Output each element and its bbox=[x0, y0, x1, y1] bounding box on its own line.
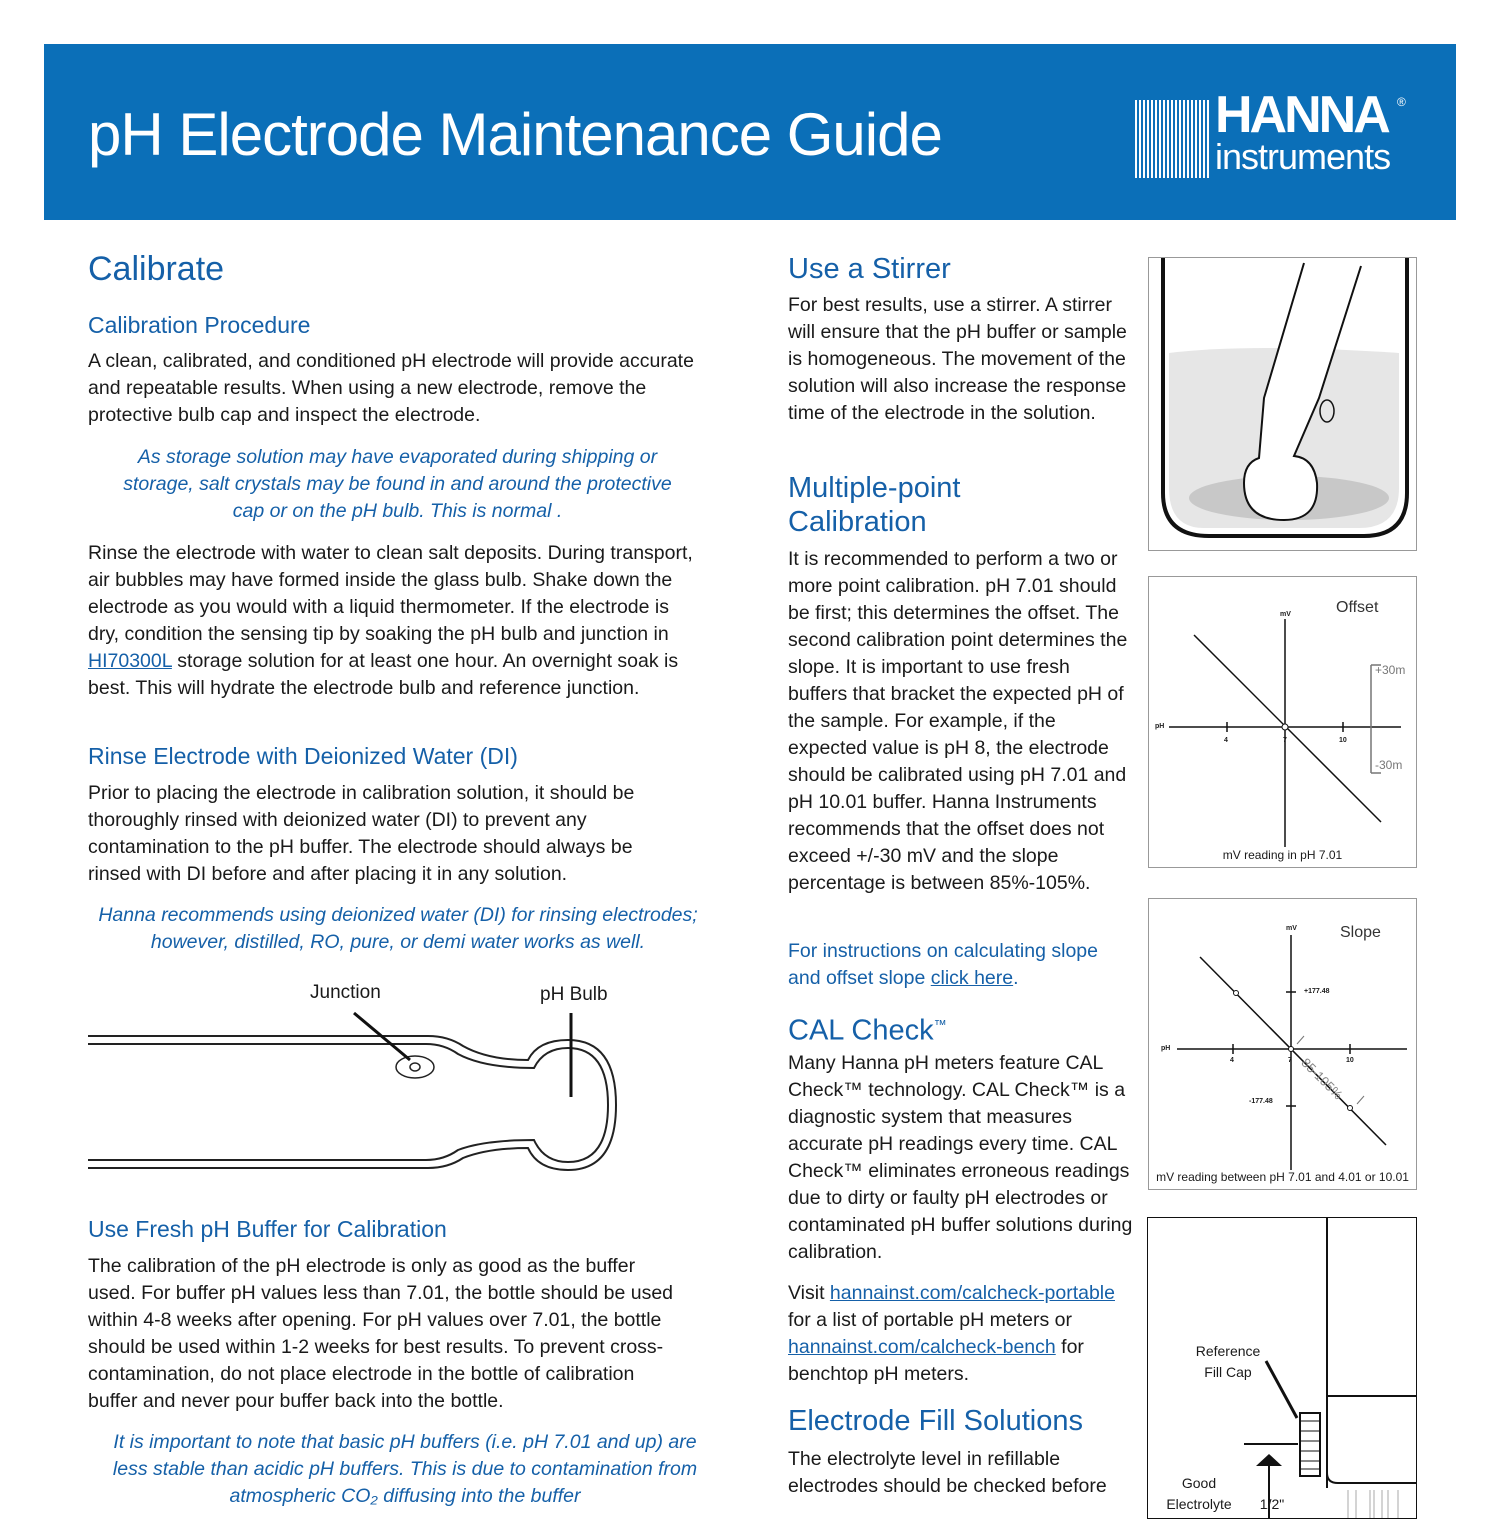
offset-tick-7: 7 bbox=[1283, 737, 1287, 744]
slope-minus: -177.48 bbox=[1249, 1098, 1273, 1105]
offset-chart bbox=[1148, 576, 1417, 868]
instructions-label: For instructions on calculating slope and offset slope bbox=[788, 940, 1098, 989]
slope-range: 85-105% bbox=[1298, 1055, 1346, 1103]
heading-use-stirrer: Use a Stirrer bbox=[788, 253, 951, 285]
heading-calibration-procedure: Calibration Procedure bbox=[88, 312, 311, 338]
heading-fresh-buffer: Use Fresh pH Buffer for Calibration bbox=[88, 1216, 447, 1242]
hanna-logo bbox=[1135, 86, 1415, 182]
slope-caption: mV reading between pH 7.01 and 4.01 or 10.01 bbox=[1149, 1170, 1416, 1184]
logo-reg: ® bbox=[1397, 95, 1406, 109]
offset-tick-4: 4 bbox=[1224, 737, 1228, 744]
di-note: Hanna recommends using deionized water (DI) for rinsing electrodes; however, distilled, RO, pure, or demi water works as well. bbox=[98, 904, 698, 953]
offset-caption: mV reading in pH 7.01 bbox=[1149, 848, 1416, 862]
cal-check-title: CAL Check bbox=[788, 1014, 934, 1047]
offset-x-axis: pH bbox=[1155, 723, 1165, 730]
rinse-text bbox=[88, 540, 703, 702]
visit-end: for benchtop pH meters. bbox=[788, 1336, 1084, 1385]
hi70300l-link[interactable]: HI70300L bbox=[88, 650, 172, 672]
rinse-text-2: storage solution for at least one hour. An overnight soak is best. This will hydrate the electrode bulb and reference junction. bbox=[88, 650, 679, 699]
multi-point-text: It is recommended to perform a two or more point calibration. pH 7.01 should be first; this determines the offset. The second calibration point determines the slope. It is important to use fresh buffers that bracket the expected pH of the sample. For example, if the expected value is pH 8, the electrode should be calibrated using pH 7.01 and pH 10.01 buffer. Hanna Instruments recommends that the offset does not exceed +/-30 mV and the slope percentage is between 85%-105%. bbox=[788, 548, 1128, 894]
cal-check-text: Many Hanna pH meters feature CAL Check™ technology. CAL Check™ is a diagnostic system that measures accurate pH readings every time. CAL Check™ eliminates erroneous readings due to dirty or faulty pH electrodes or contaminated pH buffer solutions during calibration. bbox=[788, 1052, 1133, 1263]
electrode-drawing bbox=[88, 980, 648, 1180]
slope-tick-7: 7 bbox=[1288, 1057, 1292, 1064]
section-calibrate: Calibrate bbox=[88, 250, 225, 288]
visit-text bbox=[788, 1280, 1140, 1388]
buffer-text: The calibration of the pH electrode is only as good as the buffer used. For buffer pH values less than 7.01, the bottle should be used within 4-8 weeks after opening. For pH values over 7.01, the bottle should be used within 1-2 weeks for best results. To prevent cross-contamination, do not place electrode in the bottle of calibration buffer and never pour buffer back into the bottle. bbox=[88, 1255, 674, 1412]
half-inch-label: 1/2" bbox=[1259, 1496, 1285, 1512]
visit-mid: for a list of portable pH meters or bbox=[788, 1309, 1072, 1331]
logo-bars-icon bbox=[1135, 100, 1211, 178]
electrolyte-label: Electrolyte bbox=[1166, 1496, 1232, 1512]
reference-label: Reference bbox=[1195, 1343, 1261, 1359]
calcheck-portable-link[interactable]: hannainst.com/calcheck-portable bbox=[829, 1282, 1115, 1304]
slope-y-axis: mV bbox=[1286, 925, 1297, 932]
slope-tick-4: 4 bbox=[1230, 1057, 1234, 1064]
stirrer-figure bbox=[1148, 257, 1417, 551]
heading-fill-solutions: Electrode Fill Solutions bbox=[788, 1405, 1083, 1437]
slope-tick-10: 10 bbox=[1346, 1057, 1354, 1064]
di-text: Prior to placing the electrode in calibration solution, it should be thoroughly rinsed with deionized water (DI) to prevent any contamination to the pH buffer. The electrode should always be rinsed with DI before and after placing it in any solution. bbox=[88, 782, 635, 885]
slope-plus: +177.48 bbox=[1304, 988, 1330, 995]
offset-tick-10: 10 bbox=[1339, 737, 1347, 744]
instructions-text bbox=[788, 938, 1128, 992]
offset-plus: +30m bbox=[1375, 663, 1406, 677]
logo-text-bottom: instruments bbox=[1215, 136, 1391, 177]
heading-cal-check bbox=[788, 1008, 947, 1048]
heading-rinse-di: Rinse Electrode with Deionized Water (DI) bbox=[88, 743, 518, 769]
procedure-text: A clean, calibrated, and conditioned pH electrode will provide accurate and repeatable results. When using a new electrode, remove the protective bulb cap and inspect the electrode. bbox=[88, 350, 694, 426]
offset-y-axis: mV bbox=[1280, 611, 1291, 618]
rinse-text-1: Rinse the electrode with water to clean salt deposits. During transport, air bubbles may have formed inside the glass bulb. Shake down the electrode as you would with a liquid thermometer. If the electrode is dry, condition the sensing tip by soaking the pH bulb and junction in bbox=[88, 542, 693, 645]
page-title: pH Electrode Maintenance Guide bbox=[88, 101, 942, 168]
fill-text: The electrolyte level in refillable electrodes should be checked before bbox=[788, 1448, 1107, 1497]
stirrer-text: For best results, use a stirrer. A stirrer will ensure that the pH buffer or sample is homogeneous. The movement of the solution will also increase the response time of the electrode in the solution. bbox=[788, 294, 1127, 424]
fill-cap-figure bbox=[1147, 1217, 1417, 1519]
click-here-link[interactable]: click here bbox=[930, 967, 1014, 989]
offset-axes bbox=[1149, 577, 1416, 867]
buffer-note: It is important to note that basic pH buffers (i.e. pH 7.01 and up) are less stable than acidic pH buffers. This is due to contamination from atmospheric CO₂ diffusing into the buffer bbox=[112, 1431, 698, 1507]
logo-text-top: HANNA bbox=[1215, 86, 1388, 144]
electrode-figure bbox=[88, 980, 648, 1180]
trademark: ™ bbox=[933, 1017, 947, 1032]
visit-label: Visit bbox=[788, 1282, 830, 1304]
slope-title: Slope bbox=[1340, 924, 1381, 941]
beaker-drawing bbox=[1149, 258, 1416, 550]
offset-minus: -30m bbox=[1375, 758, 1403, 772]
slope-axes bbox=[1149, 899, 1416, 1189]
junction-label: Junction bbox=[310, 982, 381, 1003]
heading-multi-point: Multiple-point Calibration bbox=[788, 472, 961, 538]
procedure-note: As storage solution may have evaporated during shipping or storage, salt crystals may be found in and around the protective cap or on the pH bulb. This is normal . bbox=[123, 446, 672, 522]
fill-cap-label: Fill Cap bbox=[1204, 1364, 1252, 1380]
ph-bulb-label: pH Bulb bbox=[540, 984, 608, 1005]
slope-x-axis: pH bbox=[1161, 1045, 1171, 1052]
offset-title: Offset bbox=[1336, 599, 1379, 616]
instructions-end: . bbox=[1013, 967, 1019, 989]
calcheck-bench-link[interactable]: hannainst.com/calcheck-bench bbox=[788, 1336, 1056, 1358]
slope-chart bbox=[1148, 898, 1417, 1190]
good-label: Good bbox=[1181, 1475, 1217, 1491]
